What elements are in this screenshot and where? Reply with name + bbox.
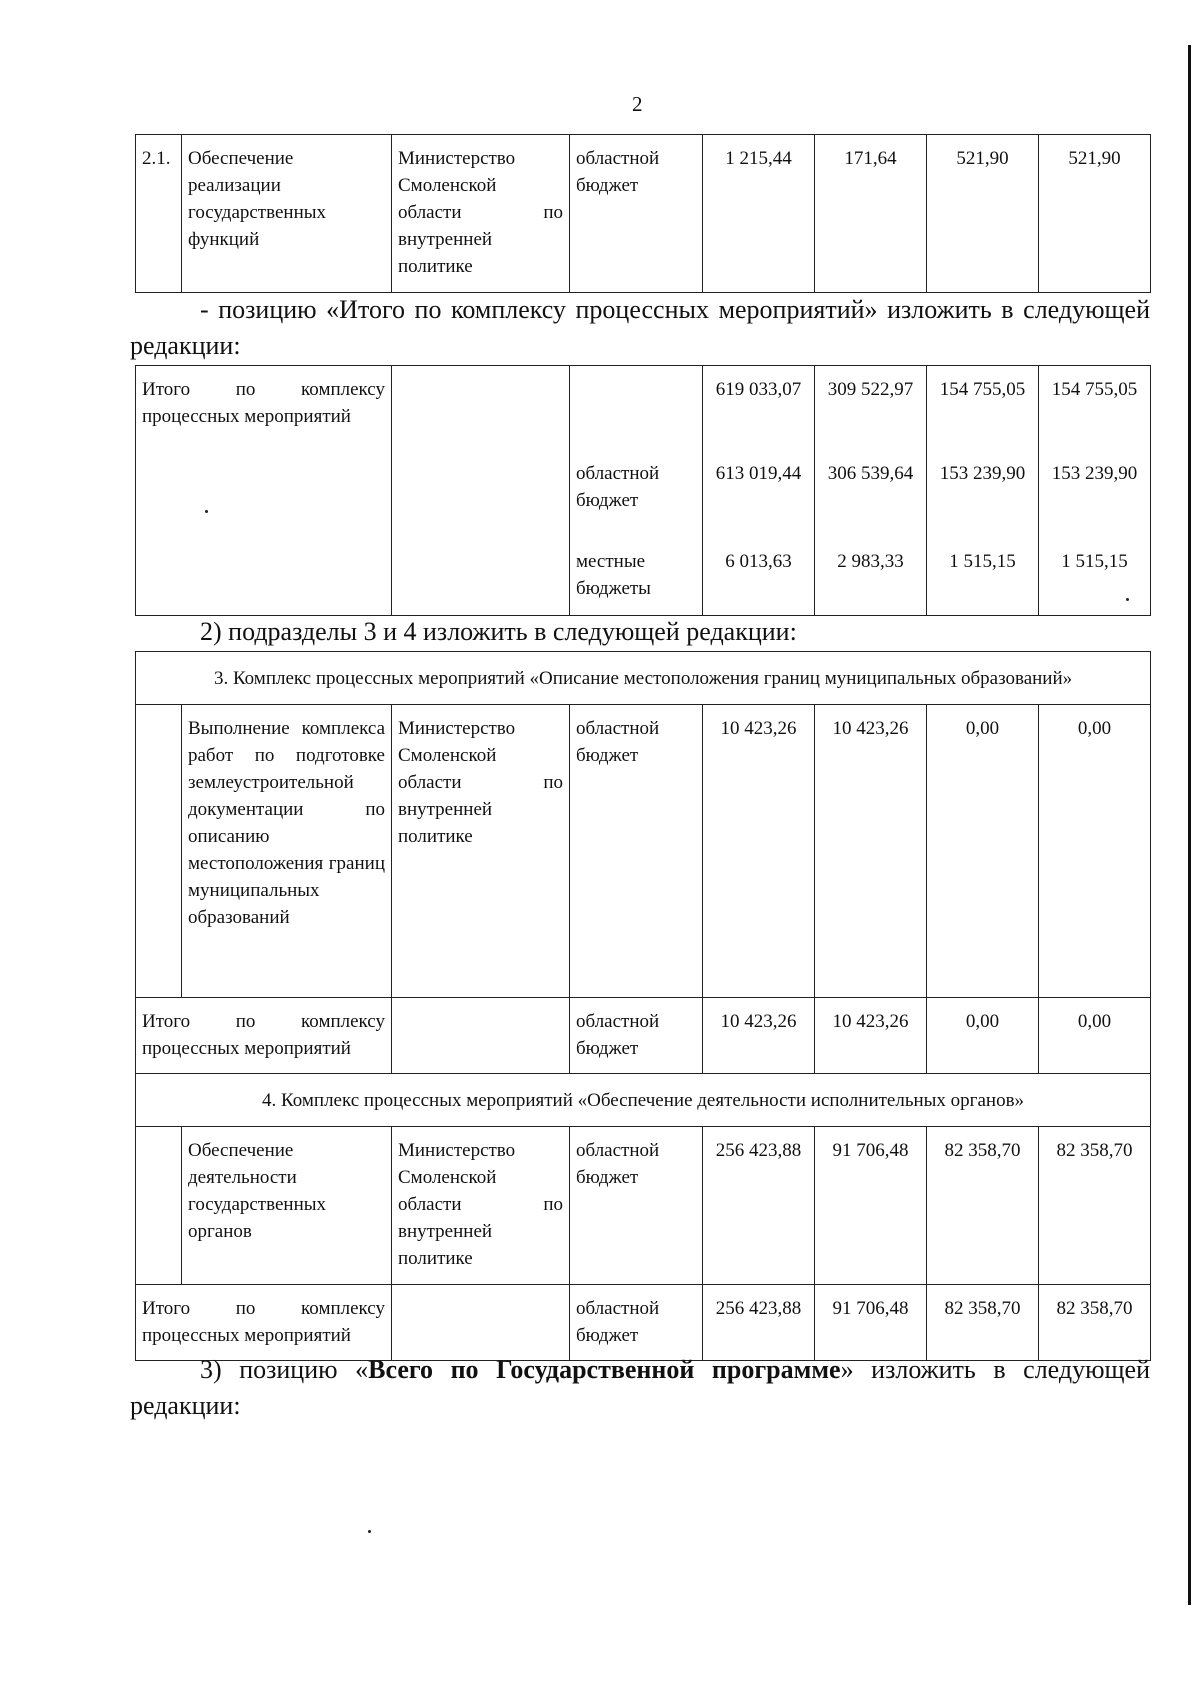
total-label: Итого по комплексу процессных мероприятий (136, 1285, 392, 1361)
paragraph-bold: Всего по Государственной программе (368, 1355, 841, 1384)
table-activity-2-1 (135, 134, 1151, 293)
executor-empty (392, 366, 570, 616)
funding-source: областной бюджет (570, 705, 703, 998)
value-year-1: 309 522,97 (815, 366, 927, 450)
value-year-3: 153 239,90 (1039, 450, 1151, 538)
value-total: 6 013,63 (703, 538, 815, 616)
value-year-2: 82 358,70 (927, 1127, 1039, 1285)
value-year-3: 82 358,70 (1039, 1285, 1151, 1361)
scan-speck (368, 1530, 371, 1533)
value-year-1: 171,64 (815, 135, 927, 293)
value-year-2: 154 755,05 (927, 366, 1039, 450)
page-number: 2 (632, 92, 643, 116)
paragraph-grand-total (130, 1352, 1150, 1424)
value-total: 1 215,44 (703, 135, 815, 293)
row-number-empty (136, 705, 182, 998)
value-year-3: 0,00 (1039, 998, 1151, 1074)
value-year-1: 2 983,33 (815, 538, 927, 616)
paragraph-text: - позицию «Итого по комплексу процессных мероприятий» изложить в следующей редакции: (130, 295, 1150, 360)
scan-speck (205, 510, 208, 513)
paragraph-text: 2) подразделы 3 и 4 изложить в следующей редакции: (200, 617, 797, 646)
executor-empty (392, 998, 570, 1074)
value-total: 10 423,26 (703, 705, 815, 998)
value-year-2: 153 239,90 (927, 450, 1039, 538)
table-total-processes (135, 365, 1151, 616)
value-year-1: 10 423,26 (815, 705, 927, 998)
paragraph-suffix: » изложить в следующей редакции: (130, 1355, 1150, 1420)
executor: Министерство Смоленской области по внутренней политике (392, 1127, 570, 1285)
paragraph-total-position (130, 292, 1150, 364)
value-year-1: 10 423,26 (815, 998, 927, 1074)
table-subsections-3-4 (135, 651, 1151, 1361)
value-total: 613 019,44 (703, 450, 815, 538)
total-label: Итого по комплексу процессных мероприятий (136, 366, 392, 616)
scan-speck (1126, 598, 1129, 601)
value-year-1: 91 706,48 (815, 1127, 927, 1285)
value-year-2: 0,00 (927, 998, 1039, 1074)
value-total: 256 423,88 (703, 1127, 815, 1285)
value-total: 256 423,88 (703, 1285, 815, 1361)
value-year-3: 1 515,15 (1039, 538, 1151, 616)
page-edge-rule (1188, 45, 1191, 1605)
activity-name: Обеспечение реализации государственных функций (182, 135, 392, 293)
executor-empty (392, 1285, 570, 1361)
executor: Министерство Смоленской области по внутренней политике (392, 135, 570, 293)
row-number: 2.1. (136, 135, 182, 293)
section-3-title: 3. Комплекс процессных мероприятий «Описание местоположения границ муниципальных образований» (136, 652, 1151, 705)
value-year-3: 0,00 (1039, 705, 1151, 998)
value-total: 10 423,26 (703, 998, 815, 1074)
funding-source: местные бюджеты (570, 538, 703, 616)
value-year-3: 521,90 (1039, 135, 1151, 293)
value-year-2: 0,00 (927, 705, 1039, 998)
funding-source: областной бюджет (570, 135, 703, 293)
paragraph-prefix: 3) позицию « (200, 1355, 369, 1384)
funding-source: областной бюджет (570, 998, 703, 1074)
row-number-empty (136, 1127, 182, 1285)
value-year-1: 91 706,48 (815, 1285, 927, 1361)
value-year-1: 306 539,64 (815, 450, 927, 538)
activity-name: Обеспечение деятельности государственных органов (182, 1127, 392, 1285)
funding-source (570, 366, 703, 450)
activity-name: Выполнение комплекса работ по подготовке землеустроительной документации по описанию местоположения границ муниципальных образований (182, 705, 392, 998)
value-year-3: 82 358,70 (1039, 1127, 1151, 1285)
funding-source: областной бюджет (570, 1285, 703, 1361)
value-year-2: 1 515,15 (927, 538, 1039, 616)
value-total: 619 033,07 (703, 366, 815, 450)
funding-source: областной бюджет (570, 450, 703, 538)
total-label: Итого по комплексу процессных мероприятий (136, 998, 392, 1074)
value-year-2: 82 358,70 (927, 1285, 1039, 1361)
value-year-2: 521,90 (927, 135, 1039, 293)
executor: Министерство Смоленской области по внутренней политике (392, 705, 570, 998)
section-4-title: 4. Комплекс процессных мероприятий «Обеспечение деятельности исполнительных органов» (136, 1074, 1151, 1127)
paragraph-subsections (200, 614, 1150, 650)
funding-source: областной бюджет (570, 1127, 703, 1285)
value-year-3: 154 755,05 (1039, 366, 1151, 450)
